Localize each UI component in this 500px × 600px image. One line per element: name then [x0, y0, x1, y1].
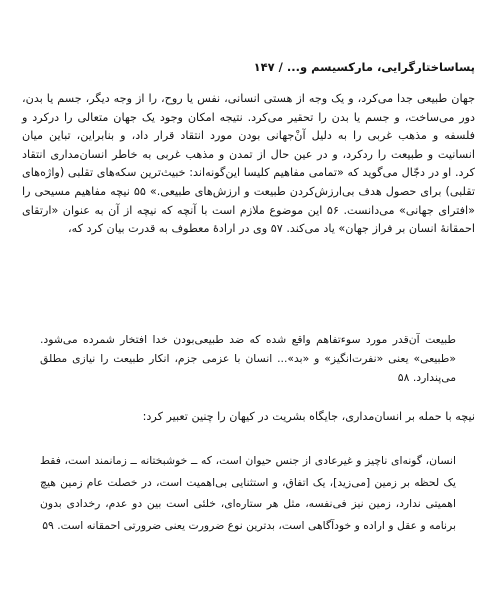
- block-quote-2: انسان، گونه‌ای ناچیز و غیرعادی از جنس حیوان است، که ــ خوشبختانه ــ زمانمند است، فقط یک لحظه بر زمین [می‌زید]، یک اتفاق، و استثنایی بی‌اهمیت است، در خصلت عام زمین هیچ اهمیتی ندارد، زمین نیز فی‌نفسه، مثل هر ستاره‌ای، خلئی است بین دو عدم، رخدادی بدون برنامه و عقل و اراده و خودآگاهی است، بدترین نوع ضرورت یعنی ضرورتی احمقانه است. ۵۹: [40, 454, 456, 532]
- body-paragraph-2: نیچه با حمله بر انسان‌مداری، جایگاه بشریت در کیهان را چنین تعبیر کرد:: [142, 410, 475, 423]
- block-quote-1: طبیعت آن‌قدر مورد سوء‌تفاهم واقع شده که ضد طبیعی‌بودن خدا افتخار شمرده می‌شود. «طبیعی» یعنی «نفرت‌انگیز» و «بد»... انسان با عزمی جزم، انکار طبیعت را نیازی مطلق می‌پندارد. ۵۸: [40, 333, 456, 384]
- body-paragraph-1: جهان طبیعی جدا می‌کرد، و یک وجه از هستی انسانی، نفس یا روح، را از وجه دیگر، جسم یا بدن، دور می‌ساخت، و جسم یا بدن را تحقیر می‌کرد. نتیجه امکان وجود یک جهان متعالی را درکرد و فلسفه و مذهب غربی را به دلیل آنْ‌جهانی بودن مورد انتقاد قرار داد، و بنابراین، تباین میان انسانیت و طبیعت را ردکرد، و در عین حال از تمدن و مذهب غربی به خاطر انسان‌مداری انتقاد کرد. او در دجّال می‌گوید که «تمامی مفاهیم کلیسا این‌گونه‌اند: خبیث‌ترین سکه‌های تقلبی (واژه‌های تقلبی) برای حصول هدف بی‌ارزش‌کردن طبیعت و ارزش‌های طبیعی.» ۵۵ نیچه مفاهیم مسیحی را «افترای جهانی» می‌دانست. ۵۶ این موضوع ملازم است با آنچه که نیچه از آن به عنوان «ارتقای احمقانهٔ انسان بر فراز جهان» یاد می‌کند. ۵۷ وی در ارادهٔ معطوف به قدرت بیان کرد که،: [22, 92, 475, 236]
- running-header: پساساختارگرایی، مارکسیسم و... / ۱۴۷: [253, 60, 475, 74]
